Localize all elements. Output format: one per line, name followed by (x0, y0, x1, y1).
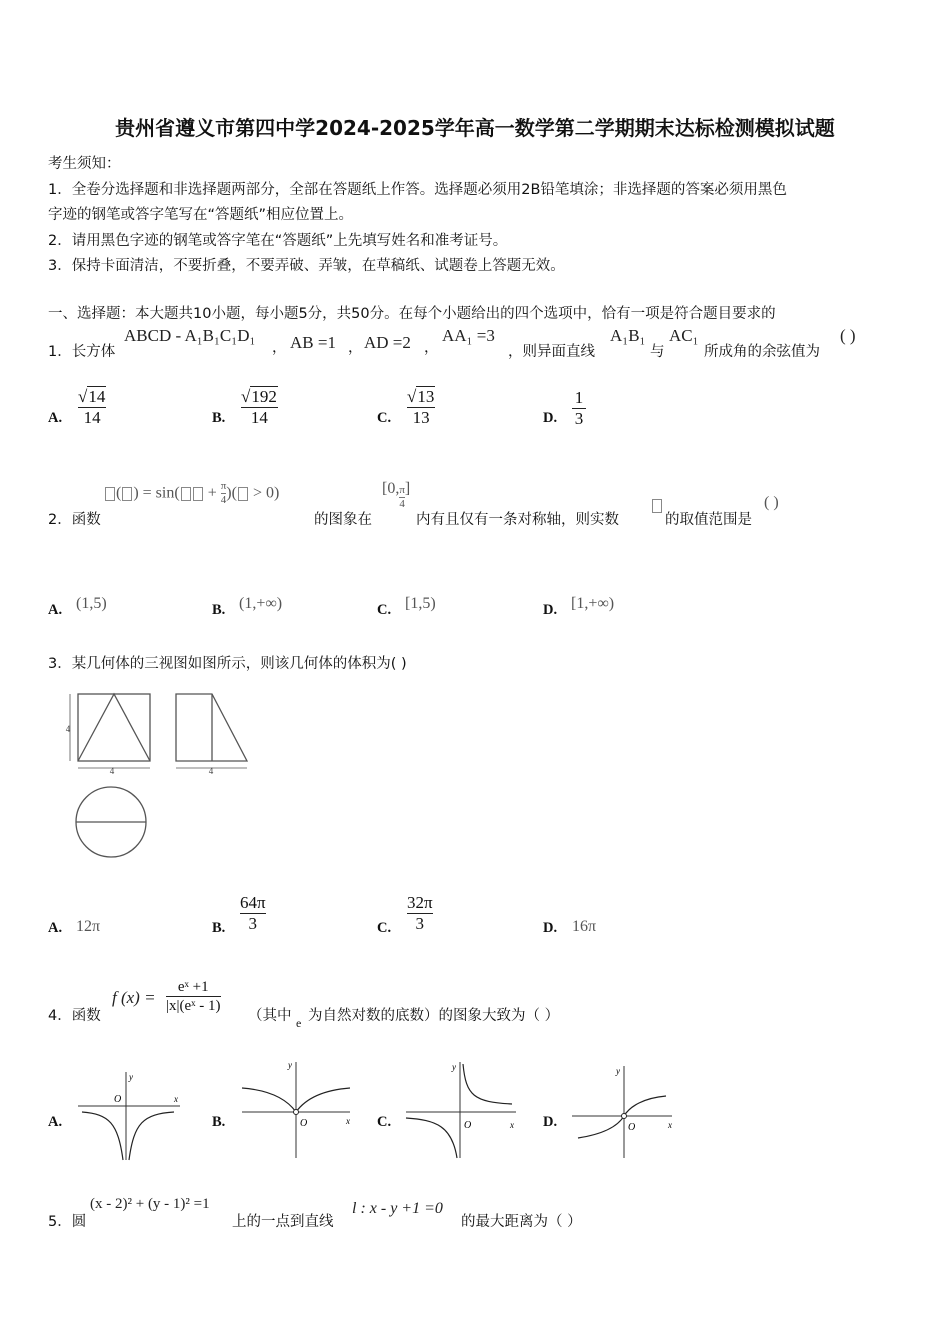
q5-number: 5．圆 (48, 1214, 87, 1230)
q4-option-c-graph[interactable] (402, 1058, 524, 1162)
q5-line: l : x - y +1 =0 (352, 1200, 443, 1217)
q3-option-a-label: A. (48, 920, 63, 936)
q4-option-d-label: D. (543, 1114, 558, 1130)
top-view (76, 787, 146, 857)
graph-x-label: x (174, 1094, 178, 1104)
q2-option-d-label: D. (543, 602, 558, 618)
graph-y-label: y (288, 1060, 292, 1070)
q4-option-b-graph[interactable] (238, 1058, 358, 1162)
q2-text-mid2: 内有且仅有一条对称轴，则实数 (416, 512, 619, 528)
q4-option-d-graph[interactable] (568, 1062, 680, 1162)
notice-line-1a: 1．全卷分选择题和非选择题两部分，全部在答题纸上作答。选择题必须用2B铅笔填涂；非选择题的答案必须用黑色 (48, 182, 787, 198)
q4-e: e (296, 1016, 302, 1030)
q5-text-tail: 的最大距离为（ ） (461, 1214, 582, 1230)
q2-func-part: ( (116, 484, 122, 502)
q3-option-d: 16π (572, 918, 597, 935)
q4-text-mid: （其中 (248, 1008, 292, 1024)
graph-x-label: x (668, 1120, 672, 1130)
q1-and: 与 (650, 344, 665, 360)
graph-origin-label: O (300, 1118, 308, 1129)
q1-a-radicand: 14 (88, 387, 106, 406)
q2-option-c: [1,5) (405, 595, 436, 612)
q3-three-view-figure (60, 688, 260, 863)
notice-line-1b: 字迹的钢笔或答字笔写在“答题纸”相应位置上。 (48, 207, 354, 223)
q2-option-b: (1,+∞) (239, 595, 283, 612)
q2-option-c-label: C. (377, 602, 392, 618)
q2-func-part: > 0) (248, 484, 280, 502)
front-view-height-label: 4 (65, 724, 71, 734)
q4-fraction (166, 978, 221, 1015)
q1-option-c-label: C. (377, 410, 392, 426)
q2-text-mid1: 的图象在 (314, 512, 372, 528)
q1-text-mid: ，则异面直线 (508, 344, 595, 360)
q1-ab: AB =1 (290, 333, 336, 352)
q1-cuboid: ABCD - A₁B₁C₁D₁ (124, 326, 256, 345)
q2-interval-pi: π (399, 484, 405, 496)
graph-origin-label: O (628, 1122, 636, 1133)
q2-func-part: ) = sin( (133, 484, 180, 502)
q2-func-part: + (203, 484, 221, 502)
q2-interval (382, 480, 410, 511)
q4-option-a-graph[interactable] (74, 1068, 186, 1164)
q5-text-mid: 上的一点到直线 (232, 1214, 334, 1230)
q1-d-num: 1 (574, 388, 584, 407)
q4-number: 4．函数 (48, 1008, 101, 1024)
q1-sep: ， (272, 340, 287, 356)
notice-line-2: 2．请用黑色字迹的钢笔或答字笔在“答题纸”上先填写姓名和准考证号。 (48, 233, 508, 249)
q1-b-radicand: 192 (251, 387, 277, 406)
q1-option-c: √ 13 13 (407, 387, 435, 428)
q4-fx: f (x) = (112, 988, 156, 1007)
q1-aa1: AA₁ =3 (442, 326, 495, 345)
section-heading: 一、选择题：本大题共10小题，每小题5分，共50分。在每个小题给出的四个选项中，恰有一项是符合题目要求的 (48, 306, 776, 322)
q1-c-den: 13 (412, 408, 430, 428)
q1-option-d-label: D. (543, 410, 558, 426)
notice-line-3: 3．保持卡面清洁，不要折叠，不要弄破、弄皱，在草稿纸、试题卷上答题无效。 (48, 258, 565, 274)
front-view (70, 694, 150, 768)
q1-sep: ， (424, 340, 439, 356)
q1-text-tail: 所成角的余弦值为 (704, 344, 820, 360)
q3-c-num: 32π (407, 893, 433, 912)
q1-ad: AD =2 (364, 333, 411, 352)
q1-d-den: 3 (574, 409, 584, 429)
q1-option-a: √ 14 14 (78, 387, 106, 428)
q1-a-den: 14 (83, 408, 101, 428)
page-title: 贵州省遵义市第四中学2024-2025学年高一数学第二学期期末达标检测模拟试题 (115, 116, 835, 140)
q3-option-c-label: C. (377, 920, 392, 936)
q3-b-den: 3 (248, 914, 258, 934)
q2-option-d: [1,+∞) (571, 595, 615, 612)
q2-func-part: )( (226, 484, 237, 502)
q1-sep: ， (348, 340, 363, 356)
q4-numerator: eˣ +1 (177, 979, 209, 995)
notice-heading: 考生须知： (48, 156, 121, 172)
q2-paren: ( ) (764, 494, 779, 511)
q3-c-den: 3 (415, 914, 425, 934)
graph-origin-label: O (464, 1120, 472, 1131)
q2-option-b-label: B. (212, 602, 226, 618)
q1-option-d (572, 388, 586, 430)
q1-option-b-label: B. (212, 410, 226, 426)
q4-option-a-label: A. (48, 1114, 63, 1130)
q3-option-b-label: B. (212, 920, 226, 936)
q2-func-four: 4 (220, 494, 227, 507)
q5-circle: (x - 2)² + (y - 1)² =1 (90, 1196, 210, 1212)
q2-variable (651, 495, 663, 514)
side-view (176, 694, 247, 768)
q2-option-a-label: A. (48, 602, 63, 618)
q2-interval-four: 4 (399, 498, 405, 511)
q1-number: 1．长方体 (48, 344, 116, 360)
q1-c-radicand: 13 (417, 387, 435, 406)
q2-interval-close: ] (404, 480, 411, 497)
graph-x-label: x (510, 1120, 514, 1130)
q3-option-a: 12π (76, 918, 101, 935)
q2-function (104, 480, 279, 507)
q1-line-ac1: AC₁ (669, 326, 699, 345)
side-view-width-label: 4 (208, 766, 214, 776)
q1-line-a1b1: A₁B₁ (610, 326, 646, 345)
q2-number: 2．函数 (48, 512, 101, 528)
q3-option-d-label: D. (543, 920, 558, 936)
q2-func-pi: π (220, 480, 227, 492)
front-view-width-label: 4 (109, 766, 115, 776)
q1-option-b: √ 192 14 (241, 387, 277, 428)
q1-option-a-label: A. (48, 410, 63, 426)
q3-b-num: 64π (240, 893, 266, 912)
q4-text-tail: 为自然对数的底数）的图象大致为（ ） (308, 1008, 560, 1024)
q3-option-c (407, 893, 433, 935)
q4-option-b-label: B. (212, 1114, 226, 1130)
q3-question: 3．某几何体的三视图如图所示，则该几何体的体积为( ) (48, 656, 407, 672)
graph-x-label: x (346, 1116, 350, 1126)
q2-text-tail: 的取值范围是 (665, 512, 752, 528)
graph-y-label: y (129, 1072, 133, 1082)
q4-denominator: |x|(eˣ - 1) (166, 998, 221, 1014)
q3-option-b (240, 893, 266, 935)
graph-y-label: y (616, 1066, 620, 1076)
graph-y-label: y (452, 1062, 456, 1072)
q2-interval-open: [0, (382, 480, 400, 497)
q4-option-c-label: C. (377, 1114, 392, 1130)
graph-origin-label: O (114, 1094, 122, 1105)
q1-paren: ( ) (840, 326, 856, 345)
q2-option-a: (1,5) (76, 595, 107, 612)
q1-b-den: 14 (250, 408, 268, 428)
